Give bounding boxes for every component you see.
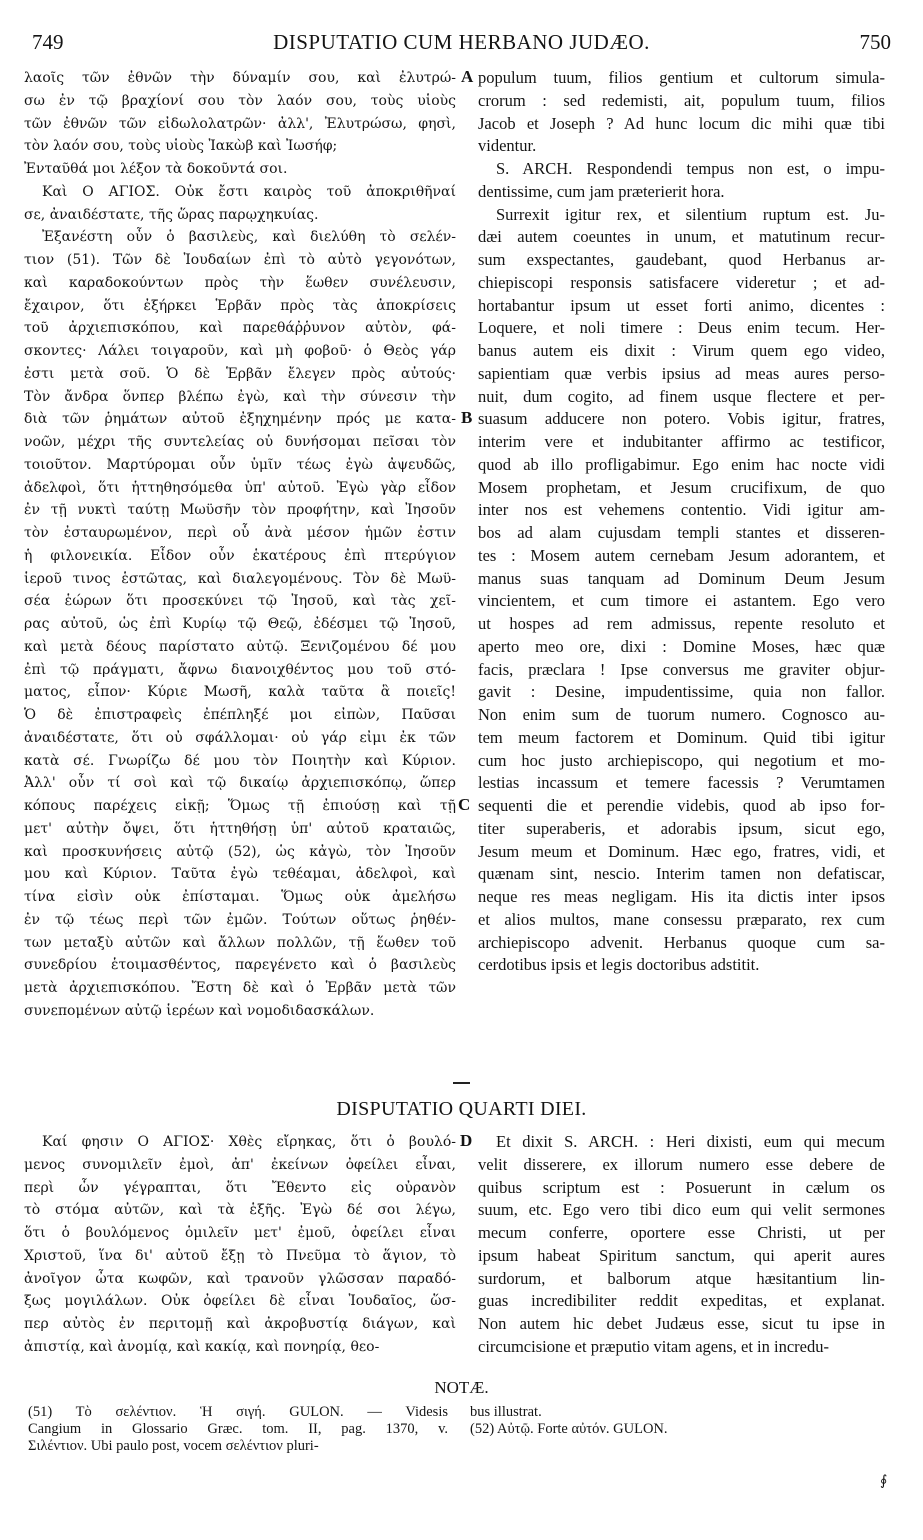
text-line: Jesum meum et Dominum. Hæc ego, fratres, vidi, et	[478, 841, 885, 861]
text-line: facis, præclara ! Ipse conversus me graviter objur-	[478, 659, 885, 679]
text-line: bos ad alam cujusdam templi stantes et disseren-	[478, 523, 885, 542]
text-line: μου καὶ Κύριον. Ταῦτα ἐγὼ τεθέαμαι, ἀδελφοὶ, καὶ	[24, 866, 456, 883]
text-line: S. ARCH. Respondendi tempus non est, o impu-	[496, 159, 885, 178]
text-line: ἐν τῷ τέως περὶ τῶν ἐμῶν. Τούτων οὕτως ῥηθέν-	[24, 911, 456, 928]
text-line: τοιοῦτον. Μαρτύρομαι οὖν ὑμῖν τέως ἐγὼ ἀψευδῶς,	[24, 456, 456, 473]
text-line: ἐπὶ τῷ πράγματι, ἄφνω διανοιχθέντος μου τοῦ στό-	[24, 661, 456, 678]
text-line: καὶ μετὰ δέους παρίστατο αὐτῷ. Ξενιζομένου δέ μου	[24, 638, 456, 655]
text-line: ὅτι ὁ βουλόμενος ὁμιλεῖν μετ' ἐμοῦ, ὀφείλει εἶναι	[24, 1225, 456, 1241]
text-line: bus illustrat.	[470, 1404, 542, 1420]
text-line: συνεδρίου ἑτοιμασθέντος, παρεγένετο καὶ ὁ βασιλεὺς	[24, 957, 456, 974]
text-line: Σιλέντιον. Ubi paulo post, vocem σελέντιον pluri-	[28, 1438, 319, 1454]
text-line: τῶν ἐθνῶν τῶν εἰδωλολατρῶν· ἀλλ', Ἐλυτρώσω, φησὶ,	[24, 115, 456, 132]
corner-mark: ∮	[880, 1473, 888, 1489]
text-line: νοῶν, μέχρι τῆς συντελείας οὐ δυνήσομαι πεῖσαι τὸν	[24, 434, 456, 450]
text-line: ἀναιδέστατε, ὅτι οὐ σφάλλομαι· οὐ γάρ εἰμι ἐκ τῶν	[24, 729, 456, 746]
text-line: manus suas tanquam ad Dominum Deum Jesum	[478, 568, 885, 588]
text-line: μενος συνομιλεῖν ἐμοὶ, ἀπ' ἐκείνων ὀφείλει εἶναι,	[24, 1156, 456, 1173]
text-line: ματος, εἶπον· Κύριε Μωσῆ, καλὰ ταῦτα ἃ ποιεῖς!	[24, 684, 456, 701]
text-line: Jacob et Joseph ? Ad hunc locum dic mihi quæ tibi	[478, 113, 885, 133]
text-line: archiepiscopo advenit. Herbanus quoque cum sa-	[478, 932, 885, 952]
text-line: nuit, dum cogito, ad finem usque flectere et per-	[478, 386, 885, 406]
text-line: Cangium in Glossario Græc. tom. II, pag. 1370, v.	[28, 1421, 448, 1437]
text-line: τὸν λαόν σου, τοὺς υἱοὺς Ἰακὼβ καὶ Ἰωσήφ;	[24, 138, 338, 155]
latin-column-upper	[478, 67, 885, 977]
text-line: καὶ προσκυνήσεις αὐτῷ (52), ὡς κἀγὼ, τὸν Ἰησοῦν	[24, 843, 456, 860]
greek-column-upper	[24, 67, 456, 1023]
text-line: quod ab illo profligabimur. Ego enim hac nocte vidi	[478, 454, 885, 474]
text-line: tem meum factorem et Dominum. Quid tibi igitur	[478, 727, 885, 747]
text-line: των μεταξὺ αὐτῶν καὶ ἄλλων πολλῶν, τῇ ἕωθεν τοῦ	[24, 934, 456, 951]
text-line: σω ἐν τῷ βραχίονί σου τὸν λαόν σου, τοὺς υἱοὺς	[24, 92, 456, 109]
latin-column-lower	[478, 1131, 885, 1359]
text-line: (51) Τὸ σελέντιον. Ἡ σιγή. GULON. — Videsis	[28, 1404, 448, 1420]
margin-letter-c: C	[458, 795, 471, 814]
text-line: τιον (51). Τῶν δὲ Ἰουδαίων ἐπὶ τὸ αὐτὸ γεγονότων,	[24, 252, 456, 268]
text-line: ἐν τῇ νυκτὶ ταύτῃ Μωϋσῆν τὸν προφήτην, καὶ Ἰησοῦν	[24, 502, 456, 519]
text-line: σέα ἑώρων ὅτι προσεκύνει τῷ Ἰησοῦ, καὶ τὰς χεῖ-	[24, 593, 456, 610]
text-line: κόπους παρέχεις εἰκῇ; Ὅμως τῇ ἐπιούσῃ καὶ τῇ	[24, 798, 456, 814]
text-line: guas incredibiliter reddit expeditas, et explanat.	[478, 1291, 885, 1311]
text-line: Χριστοῦ, ἵνα δι' αὐτοῦ ἔξῃ τὸ Πνεῦμα τὸ ἅγιον, τὸ	[24, 1247, 456, 1264]
text-line: populum tuum, filios gentium et cultorum simula-	[478, 68, 885, 87]
text-line: Ἀλλ' οὖν τί σοὶ καὶ τῷ δικαίῳ ἀρχιεπισκόπῳ, ὥπερ	[24, 775, 456, 792]
text-line: circumcisione et præputio vitam agens, et in incredu-	[478, 1336, 829, 1356]
running-title: DISPUTATIO CUM HERBANO JUDÆO.	[273, 30, 650, 54]
page-number-right: 750	[859, 30, 891, 54]
text-line: mecum conferre, oportere esse Christi, ut per	[478, 1223, 885, 1242]
text-line: ἀνοῖγον ὦτα κωφῶν, καὶ τρανοῦν γλῶσσαν παραδό-	[24, 1270, 456, 1287]
margin-letter-b: B	[461, 408, 473, 427]
text-line: ρας αὐτοῦ, ὡς ἐπὶ Κυρίῳ τῷ Θεῷ, ἐδέσμει τῷ Ἰησοῦ,	[24, 616, 456, 632]
text-line: cerdotibus ipsis et legis doctoribus adstitit.	[478, 955, 760, 975]
text-line: τοῦ ἀρχιεπισκόπου, καὶ παρεθάῤῥυνον αὐτὸν, φά-	[24, 320, 456, 337]
text-line: ἀδελφοὶ, ὅτι ἡττηθησόμεθα ὑπ' αὐτοῦ. Ἐγὼ γὰρ εἶδον	[24, 479, 456, 496]
text-line: μετ' αὐτὴν ὄψει, ὅτι ἡττηθήσῃ ὑπ' αὐτοῦ κραταιῶς,	[24, 820, 456, 837]
text-line: ἀπιστίᾳ, καὶ ἀνομίᾳ, καὶ κακίᾳ, καὶ πονηρίᾳ, θεο-	[24, 1338, 380, 1355]
text-line: suum, etc. Ego vero tibi dico eum qui velit sermones	[478, 1200, 885, 1220]
text-line: λαοῖς τῶν ἐθνῶν τὴν δύναμίν σου, καὶ ἐλυτρώ-	[24, 70, 456, 86]
text-line: Καὶ Ο ΑΓΙΟΣ. Οὐκ ἔστι καιρὸς τοῦ ἀποκριθῆναί	[42, 183, 456, 200]
margin-letter-a: A	[461, 67, 474, 86]
text-line: ἡ φιλονεικία. Εἶδον οὖν ἑκατέρους ἐπὶ πτερύγιον	[24, 547, 456, 564]
notes-left-column	[28, 1404, 448, 1455]
text-line: quænam sint, nescio. Interim tamen non defatiscar,	[478, 864, 885, 884]
text-line: διὰ τῶν ῥημάτων αὐτοῦ ἐξηχημένην πρός με κατα-	[24, 411, 456, 428]
text-line: Et dixit S. ARCH. : Heri dixisti, eum qui mecum	[496, 1132, 885, 1151]
text-line: Non autem hic debet Judæus esse, sicut tu ipse in	[478, 1314, 885, 1333]
text-line: Ἐξανέστη οὖν ὁ βασιλεὺς, καὶ διελύθη τὸ σελέν-	[42, 229, 456, 246]
text-line: sum exspectantes, gaudebant, quod Herbanus ar-	[478, 250, 885, 269]
text-line: aperto meo ore, dixi : Domine Moses, hæc quæ	[478, 636, 885, 656]
margin-letter-d: D	[460, 1131, 473, 1150]
text-line: videntur.	[478, 136, 537, 156]
text-line: neque res meas negligam. His ita dictis inter ipsos	[478, 887, 885, 906]
text-line: (52) Αὐτῷ. Forte αὐτόν. GULON.	[470, 1421, 668, 1437]
text-line: crorum : sed redemisti, ait, populum tuum, filios	[478, 90, 885, 110]
text-line: Ὁ δὲ ἐπιστραφεὶς ἐπέπληξέ μοι εἰπὼν, Παῦσαι	[24, 707, 456, 723]
notes-right-column	[470, 1404, 890, 1438]
section-divider	[453, 1082, 470, 1084]
text-line: Καί φησιν Ο ΑΓΙΟΣ· Χθὲς εἴρηκας, ὅτι ὁ βουλό-	[42, 1134, 456, 1150]
text-line: Τὸν ἄνδρα ὅνπερ βλέπω ἐγὼ, καὶ τὴν σύνεσιν τὴν	[24, 388, 456, 405]
text-line: ipsum habeat Spiritum sanctum, qui aperit aures	[478, 1245, 885, 1265]
text-line: dentissime, cum jam præterierit hora.	[478, 181, 725, 201]
text-line: cum hoc justo archiepiscopo, qui negotium et mo-	[478, 750, 885, 770]
text-line: κατὰ σέ. Γνωρίζω δέ μου τὸν Ποιητὴν καὶ Κύριον.	[24, 752, 456, 769]
text-line: σκοντες· Λάλει τοιγαροῦν, καὶ μὴ φοβοῦ· ὁ Θεὸς γάρ	[24, 343, 456, 359]
text-line: hortabantur ipsum ut esset forti animo, dicentes :	[478, 295, 885, 315]
text-line: Surrexit igitur rex, et silentium ruptum est. Ju-	[496, 204, 885, 224]
text-line: Ἐνταῦθά μοι λέξον τὰ δοκοῦντά σοι.	[24, 161, 288, 177]
section-title: DISPUTATIO QUARTI DIEI.	[336, 1098, 587, 1120]
text-line: vincientem, et cum timore ei astantem. Ego vero	[478, 591, 885, 611]
text-line: μετὰ ἀρχιεπισκόπου. Ἔστη δὲ καὶ ὁ Ἑρβᾶν μετὰ τῶν	[24, 980, 456, 996]
text-line: et alios multos, mane consessu præparato, rex cum	[478, 909, 885, 929]
text-line: banus autem eis dixit : Virum quem ego video,	[478, 341, 885, 360]
text-line: ἐστι μετὰ σοῦ. Ὁ δὲ Ἑρβᾶν ἔλεγεν πρὸς αὐτούς·	[24, 365, 456, 382]
text-line: Mosem prophetam, et Jesum crucifixum, de quo	[478, 477, 885, 497]
page-number-left: 749	[32, 30, 64, 54]
text-line: τίνα εἰσὶν οὐκ ἐπίσταμαι. Ὅμως οὐκ ἀμελήσω	[24, 889, 456, 905]
text-line: interim vere et indubitanter affirmo ac testificor,	[478, 432, 885, 451]
text-line: titer superaberis, et adorabis ipsum, sicut ego,	[478, 818, 885, 838]
text-line: tes : Mosem autem cernebam Jesum adorantem, et	[478, 545, 885, 565]
text-line: surdorum, et balborum atque hæsitantium lin-	[478, 1268, 885, 1288]
text-line: τὸν ἐσταυρωμένον, περὶ οὗ ἀνὰ μέσον ἡμῶν ἐστιν	[24, 525, 456, 541]
text-line: gavit : Desine, impudentissime, quia non fallor.	[478, 682, 885, 702]
text-line: καὶ καραδοκούντων πρὸς τὴν ἕωθεν συνέλευσιν,	[24, 274, 456, 291]
text-line: sapientiam quæ verbis ipsius ad meas aures perso-	[478, 363, 885, 383]
text-line: ἔχαιρον, ὅτι ἐξήρκει Ἑρβᾶν πρὸς τὰς ἀποκρίσεις	[24, 297, 456, 314]
notes-title: NOTÆ.	[434, 1378, 489, 1397]
text-line: dæi autem coeuntes in unum, et matutinum recur-	[478, 227, 885, 247]
text-line: lestias incassum et temere facessis ? Verumtamen	[478, 773, 885, 793]
text-line: Loquere, et noli timere : Deus enim tecum. Her-	[478, 318, 885, 338]
text-line: inter nos est vehemens contentio. Vidi igitur am-	[478, 500, 885, 520]
text-line: suasum adducere non potero. Vobis igitur, fratres,	[478, 409, 885, 429]
text-line: περ αὐτὸς ἐν περιτομῇ καὶ ἀκροβυστίᾳ διάγων, καὶ	[24, 1316, 456, 1332]
text-line: chiepiscopi responsis satisfacere videretur ; et ad-	[478, 272, 885, 292]
text-line: ut hospes ad rem admissus, repente resoluto et	[478, 614, 885, 633]
greek-column-lower	[24, 1131, 456, 1359]
text-line: Non enim sum de tuorum numero. Cognosco au-	[478, 705, 885, 724]
text-line: quibus scriptum est : Posuerunt in cælum os	[478, 1177, 885, 1197]
text-line: συνεπομένων αὐτῷ ἱερέων καὶ νομοδιδασκάλων.	[24, 1002, 375, 1019]
text-line: sequenti die et perendie videbis, quod ab ipso for-	[478, 796, 885, 815]
text-line: σε, ἀναιδέστατε, τῆς ὥρας παρῳχηκυίας.	[24, 206, 319, 223]
text-line: τὸ στόμα αὐτῶν, καὶ τὰ ἑξῆς. Ἐγὼ δέ σοι λέγω,	[24, 1202, 456, 1219]
running-header	[30, 30, 893, 60]
text-line: περὶ ὧν γέγραπται, ὅτι Ἔθεντο εἰς οὐρανὸν	[24, 1179, 456, 1196]
text-line: ἱεροῦ τινος ἑστῶτας, καὶ διαλεγομένους. Τὸν δὲ Μωϋ-	[24, 570, 456, 587]
text-line: ξως μογιλάλων. Οὐκ ὀφείλει δὲ εἶναι Ἰουδαῖος, ὥσ-	[24, 1293, 456, 1310]
text-line: velit disserere, ex illorum numero esse debere de	[478, 1154, 885, 1174]
